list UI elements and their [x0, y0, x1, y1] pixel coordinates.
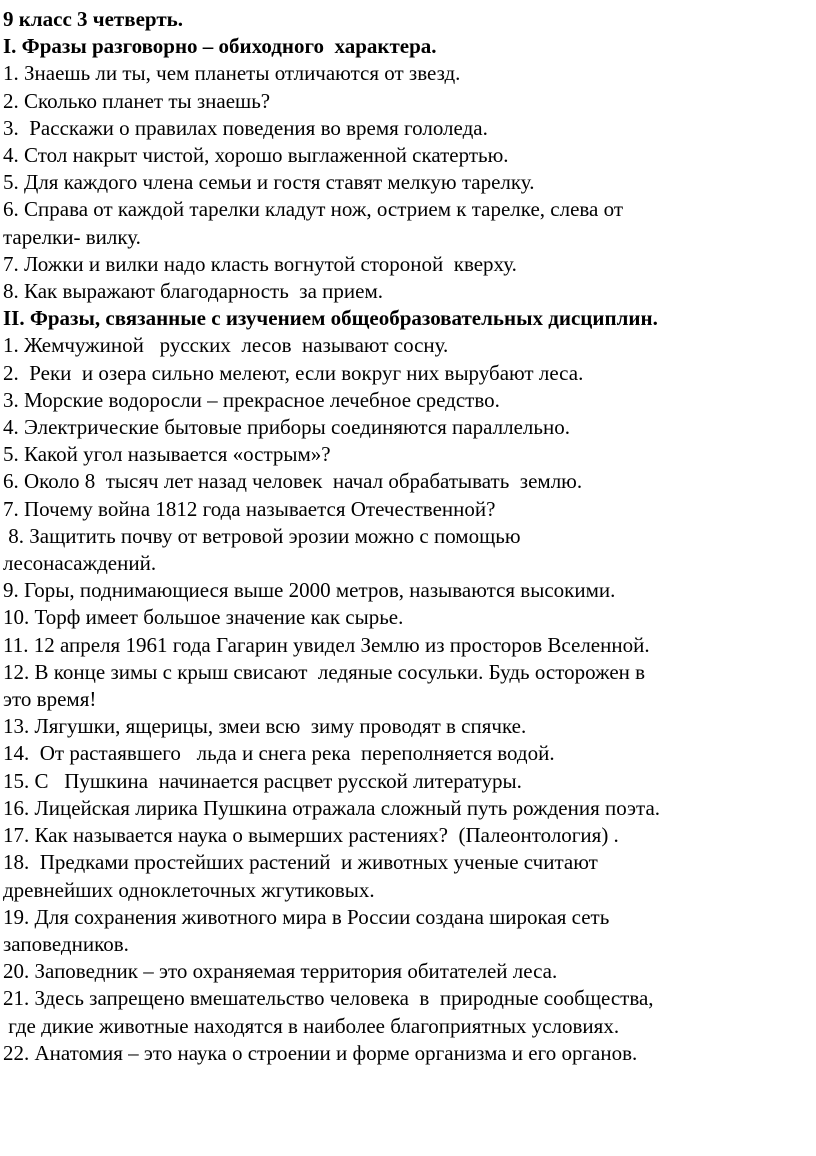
section-2-line: 22. Анатомия – это наука о строении и форме организма и его органов. — [3, 1040, 638, 1065]
section-1-heading: I. Фразы разговорно – обиходного характера. — [3, 34, 437, 59]
section-1-line: 6. Справа от каждой тарелки кладут нож, острием к тарелке, слева от — [3, 197, 624, 222]
section-2-line: 11. 12 апреля 1961 года Гагарин увидел Землю из просторов Вселенной. — [3, 632, 650, 657]
section-2-line: 15. С Пушкина начинается расцвет русской литературы. — [3, 768, 522, 793]
section-2-line: это время! — [3, 687, 97, 712]
section-1-line: 7. Ложки и вилки надо класть вогнутой стороной кверху. — [3, 251, 517, 276]
section-2-line: 8. Защитить почву от ветровой эрозии можно с помощью — [3, 523, 521, 548]
section-2-line: 14. От растаявшего льда и снега река переполняется водой. — [3, 741, 555, 766]
section-2-line: 12. В конце зимы с крыш свисают ледяные сосульки. Будь осторожен в — [3, 659, 646, 684]
section-2-line: 6. Около 8 тысяч лет назад человек начал обрабатывать землю. — [3, 469, 583, 494]
section-1-line: 2. Сколько планет ты знаешь? — [3, 88, 271, 113]
section-1-line: 3. Расскажи о правилах поведения во время гололеда. — [3, 115, 488, 140]
section-1-line: 1. Знаешь ли ты, чем планеты отличаются от звезд. — [3, 61, 461, 86]
section-2-line: 5. Какой угол называется «острым»? — [3, 442, 331, 467]
section-2-line: 21. Здесь запрещено вмешательство человека в природные сообщества, — [3, 986, 654, 1011]
section-2-line: 16. Лицейская лирика Пушкина отражала сложный путь рождения поэта. — [3, 795, 661, 820]
section-2-line: древнейших одноклеточных жгутиковых. — [3, 877, 375, 902]
section-1-line: 4. Стол накрыт чистой, хорошо выглаженной скатертью. — [3, 143, 509, 168]
section-2-line: лесонасаждений. — [3, 551, 157, 576]
section-2-line: 1. Жемчужиной русских лесов называют сосну. — [3, 333, 449, 358]
section-2-line: 10. Торф имеет большое значение как сырье. — [3, 605, 404, 630]
section-2-line: заповедников. — [3, 931, 129, 956]
section-2-line: 20. Заповедник – это охраняемая территория обитателей леса. — [3, 959, 558, 984]
section-2-line: 17. Как называется наука о вымерших растениях? (Палеонтология) . — [3, 823, 619, 848]
document-title: 9 класс 3 четверть. — [3, 7, 183, 31]
section-2-line: 2. Реки и озера сильно мелеют, если вокруг них вырубают леса. — [3, 360, 584, 385]
section-1-line: 8. Как выражают благодарность за прием. — [3, 279, 384, 304]
document-page — [3, 6, 811, 1067]
section-1-line: 5. Для каждого члена семьи и гостя ставят мелкую тарелку. — [3, 170, 535, 195]
section-2-line: 9. Горы, поднимающиеся выше 2000 метров, называются высокими. — [3, 578, 616, 603]
section-2-line: 18. Предками простейших растений и животных ученые считают — [3, 850, 598, 875]
section-1-line: тарелки- вилку. — [3, 224, 141, 249]
section-2-line: где дикие животные находятся в наиболее благоприятных условиях. — [3, 1013, 620, 1038]
section-2-line: 7. Почему война 1812 года называется Отечественной? — [3, 496, 496, 521]
section-2-heading: II. Фразы, связанные с изучением общеобразовательных дисциплин. — [3, 306, 658, 331]
section-2-line: 3. Морские водоросли – прекрасное лечебное средство. — [3, 387, 500, 412]
section-2-line: 19. Для сохранения животного мира в России создана широкая сеть — [3, 904, 610, 929]
section-2-line: 4. Электрические бытовые приборы соединяются параллельно. — [3, 415, 570, 440]
section-2-line: 13. Лягушки, ящерицы, змеи всю зиму проводят в спячке. — [3, 714, 527, 739]
